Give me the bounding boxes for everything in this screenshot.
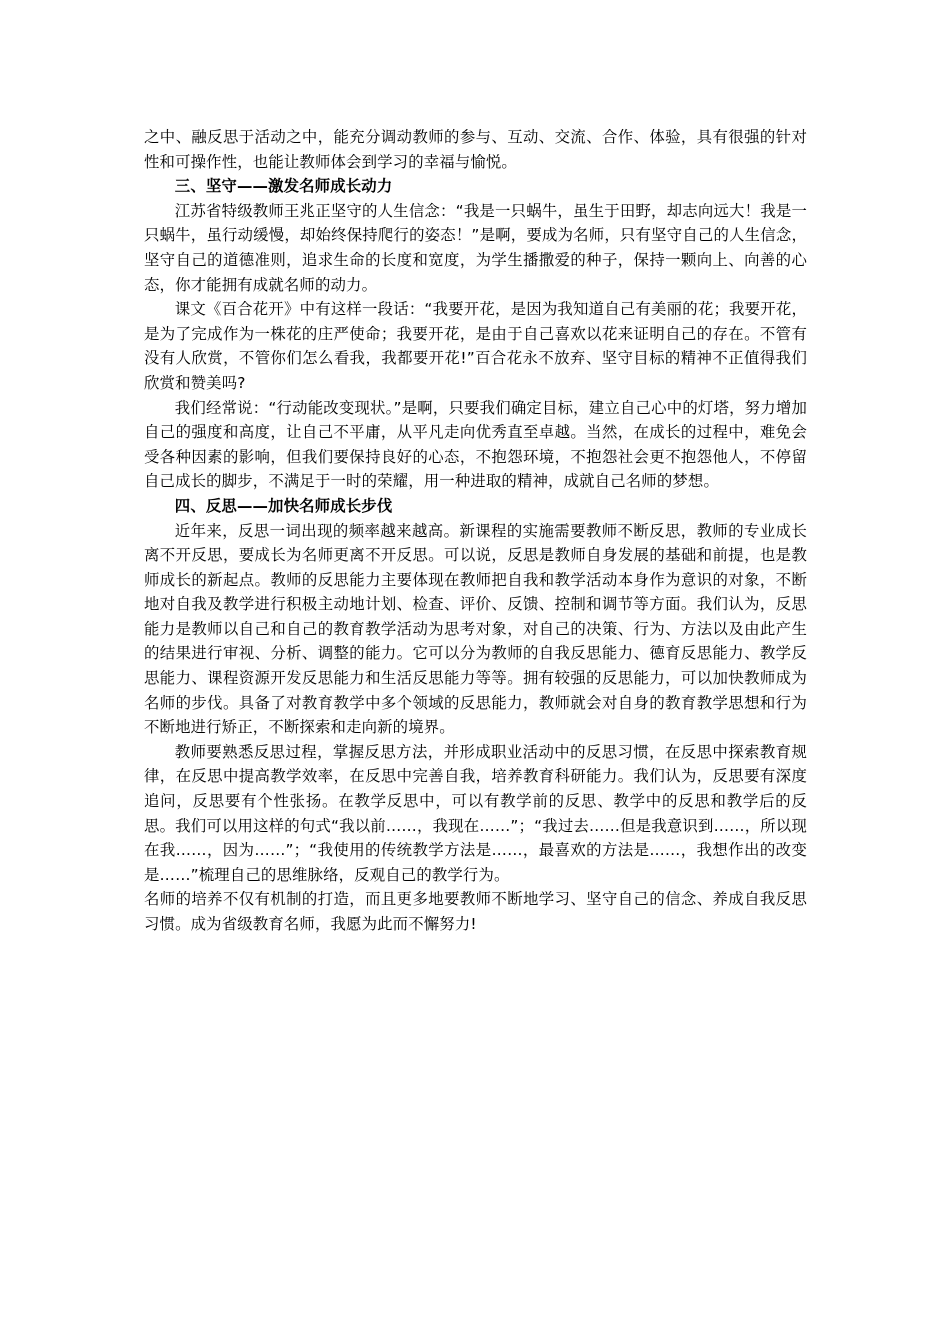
section-heading-4: 四、反思——加快名师成长步伐 <box>174 496 393 515</box>
paragraph: 我们经常说：“行动能改变现状。”是啊，只要我们确定目标，建立自己心中的灯塔，努力增加自己的强度和高度，让自己不平庸，从平凡走向优秀直至卓越。当然，在成长的过程中，难免会受各种因素的影响，但我们要保持良好的心态，不抱怨环境，不抱怨社会更不抱怨他人，不停留自己成长的脚步，不满足于一时的荣耀，用一种进取的精神，成就自己名师的梦想。 <box>144 398 807 491</box>
paragraph-continuation: 之中、融反思于活动之中，能充分调动教师的参与、互动、交流、合作、体验，具有很强的针对性和可操作性，也能让教师体会到学习的幸福与愉悦。 <box>144 128 807 171</box>
paragraph: 近年来，反思一词出现的频率越来越高。新课程的实施需要教师不断反思，教师的专业成长离不开反思，要成长为名师更离不开反思。可以说，反思是教师自身发展的基础和前提，也是教师成长的新起点。教师的反思能力主要体现在教师把自我和教学活动本身作为意识的对象，不断地对自我及教学进行积极主动地计划、检查、评价、反馈、控制和调节等方面。我们认为，反思能力是教师以自己和自己的教育教学活动为思考对象，对自己的决策、行为、方法以及由此产生的结果进行审视、分析、调整的能力。它可以分为教师的自我反思能力、德育反思能力、教学反思能力、课程资源开发反思能力和生活反思能力等等。拥有较强的反思能力，可以加快教师成为名师的步伐。具备了对教育教学中多个领域的反思能力，教师就会对自身的教育教学思想和行为不断地进行矫正，不断探索和走向新的境界。 <box>144 521 807 737</box>
paragraph: 江苏省特级教师王兆正坚守的人生信念：“我是一只蜗牛，虽生于田野，却志向远大！我是一只蜗牛，虽行动缓慢，却始终保持爬行的姿态！”是啊，要成为名师，只有坚守自己的人生信念，坚守自己的道德准则，追求生命的长度和宽度，为学生播撒爱的种子，保持一颗向上、向善的心态，你才能拥有成就名师的动力。 <box>144 201 807 294</box>
section-heading-3: 三、坚守——激发名师成长动力 <box>174 177 393 196</box>
paragraph: 教师要熟悉反思过程，掌握反思方法，并形成职业活动中的反思习惯，在反思中探索教育规律，在反思中提高教学效率，在反思中完善自我，培养教育科研能力。我们认为，反思要有深度追问，反思要有个性张扬。在教学反思中，可以有教学前的反思、教学中的反思和教学后的反思。我们可以用这样的句式“我以前……，我现在……”；“我过去……但是我意识到……，所以现在我……，因为……”；“我使用的传统教学方法是……，最喜欢的方法是……，我想作出的改变是……”梳理自己的思维脉络，反观自己的教学行为。 <box>144 742 807 884</box>
paragraph-closing: 名师的培养不仅有机制的打造，而且更多地要教师不断地学习、坚守自己的信念、养成自我反思习惯。成为省级教育名师，我愿为此而不懈努力! <box>144 890 807 933</box>
paragraph: 课文《百合花开》中有这样一段话：“我要开花，是因为我知道自己有美丽的花；我要开花，是为了完成作为一株花的庄严使命；我要开花，是由于自己喜欢以花来证明自己的存在。不管有没有人欣赏，不管你们怎么看我，我都要开花!”百合花永不放弃、坚守目标的精神不正值得我们欣赏和赞美吗? <box>144 300 807 392</box>
document-body <box>144 125 807 937</box>
